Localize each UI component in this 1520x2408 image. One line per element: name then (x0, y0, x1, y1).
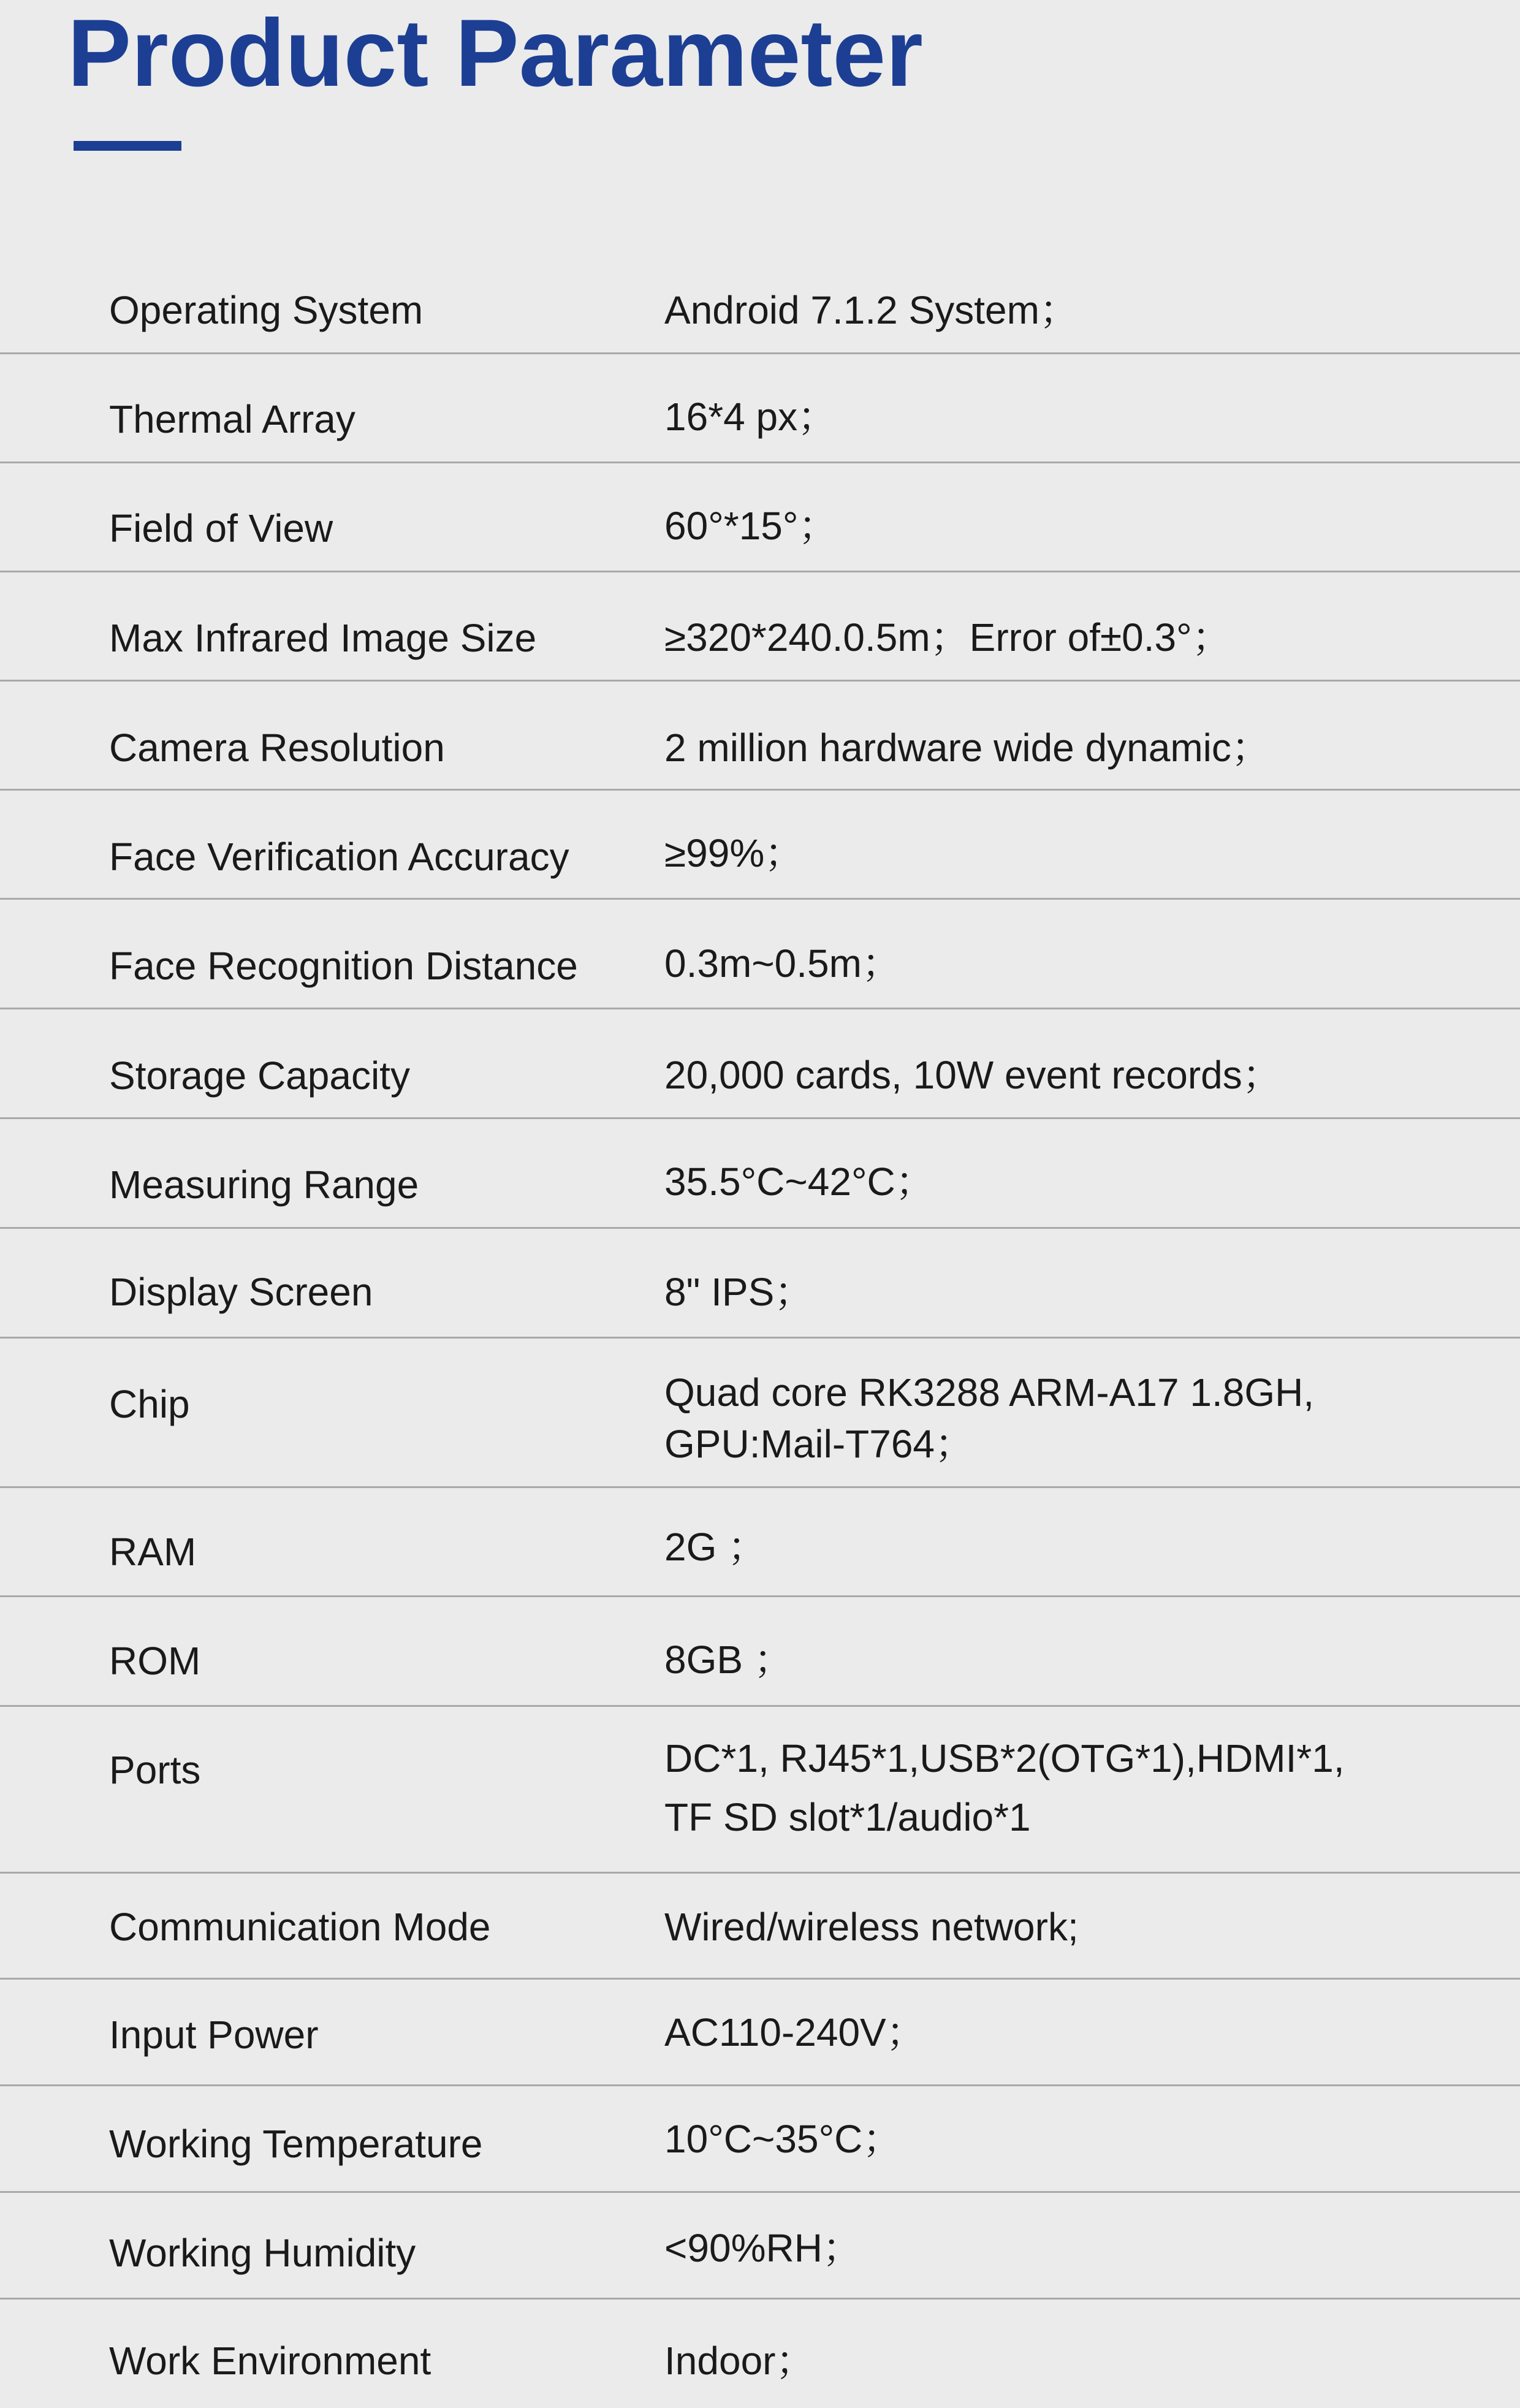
spec-row (0, 900, 1520, 1009)
spec-value-line: Wired/wireless network; (664, 1905, 1079, 1949)
spec-row (0, 1874, 1520, 1980)
spec-value-line: Indoor； (664, 2339, 815, 2383)
spec-row (0, 463, 1520, 572)
spec-value (664, 720, 1271, 776)
spec-value (664, 1367, 1314, 1470)
spec-value (664, 389, 837, 445)
spec-row (0, 1488, 1520, 1597)
page-title: Product Parameter (67, 0, 923, 107)
spec-value-line: 60°*15°； (664, 504, 838, 548)
spec-value (664, 2220, 862, 2276)
spec-value-line: AC110-240V； (664, 2010, 925, 2054)
spec-value (664, 2333, 815, 2389)
spec-value-line: Quad core RK3288 ARM-A17 1.8GH, (664, 1370, 1315, 1415)
spec-label: Thermal Array (109, 397, 355, 441)
spec-label: Face Recognition Distance (109, 944, 578, 988)
spec-value-line: <90%RH； (664, 2226, 862, 2270)
spec-label: Chip (109, 1382, 190, 1426)
spec-label: Operating System (109, 288, 424, 332)
spec-label: Max Infrared Image Size (109, 616, 537, 660)
spec-value (664, 2111, 902, 2167)
spec-row (0, 264, 1520, 354)
spec-label: Ports (109, 1748, 201, 1792)
spec-label: Input Power (109, 2013, 319, 2057)
spec-value-line: 16*4 px； (664, 395, 837, 439)
spec-value (664, 935, 901, 992)
spec-label: Measuring Range (109, 1163, 419, 1207)
spec-value-line: ≥99%； (664, 831, 804, 875)
spec-row (0, 682, 1520, 791)
spec-value-line: GPU:Mail-T764； (664, 1422, 974, 1466)
spec-row (0, 2086, 1520, 2193)
spec-value (664, 609, 1231, 666)
spec-value (664, 1519, 767, 1575)
spec-row (0, 791, 1520, 900)
spec-label: Field of View (109, 506, 333, 550)
spec-value-line: 2 million hardware wide dynamic； (664, 726, 1271, 770)
spec-row (0, 1980, 1520, 2086)
spec-label: ROM (109, 1639, 201, 1683)
spec-value-line: 2G ； (664, 1525, 767, 1569)
spec-row (0, 1707, 1520, 1874)
spec-row (0, 1339, 1520, 1488)
spec-value (664, 1631, 793, 1688)
spec-label: Face Verification Accuracy (109, 835, 569, 879)
spec-value-line: 0.3m~0.5m； (664, 941, 901, 986)
spec-label: Display Screen (109, 1270, 373, 1314)
spec-value-line: 20,000 cards, 10W event records； (664, 1053, 1282, 1097)
spec-label: Working Humidity (109, 2231, 416, 2275)
spec-value (664, 498, 837, 554)
spec-row (0, 354, 1520, 463)
spec-row (0, 1229, 1520, 1339)
spec-label: Work Environment (109, 2339, 431, 2383)
spec-value (664, 1047, 1282, 1103)
spec-value (664, 1264, 813, 1320)
spec-value-line: 8GB ； (664, 1638, 793, 1682)
spec-label: Communication Mode (109, 1905, 491, 1949)
spec-value-line: DC*1, RJ45*1,USB*2(OTG*1),HDMI*1, (664, 1736, 1345, 1780)
spec-row (0, 1009, 1520, 1119)
spec-row (0, 1119, 1520, 1229)
spec-label: Storage Capacity (109, 1054, 410, 1098)
spec-value-line: 35.5°C~42°C； (664, 1160, 935, 1204)
spec-value (664, 282, 1079, 338)
spec-value-line: 10°C~35°C； (664, 2117, 902, 2161)
spec-value (664, 1729, 1345, 1847)
spec-value-line: 8" IPS； (664, 1270, 814, 1314)
spec-value-line: ≥320*240.0.5m；Error of±0.3°； (664, 615, 1231, 659)
spec-value (664, 1899, 1079, 1955)
spec-row (0, 1597, 1520, 1707)
spec-label: RAM (109, 1530, 197, 1574)
spec-row (0, 2193, 1520, 2300)
spec-label: Working Temperature (109, 2122, 483, 2166)
spec-value-line: Android 7.1.2 System； (664, 288, 1079, 332)
spec-value (664, 2004, 925, 2060)
spec-value-line: TF SD slot*1/audio*1 (664, 1795, 1031, 1839)
spec-row (0, 572, 1520, 682)
title-underline (74, 141, 181, 151)
spec-label: Camera Resolution (109, 726, 445, 770)
spec-value (664, 825, 804, 881)
spec-value (664, 1153, 935, 1210)
spec-row (0, 2300, 1520, 2408)
